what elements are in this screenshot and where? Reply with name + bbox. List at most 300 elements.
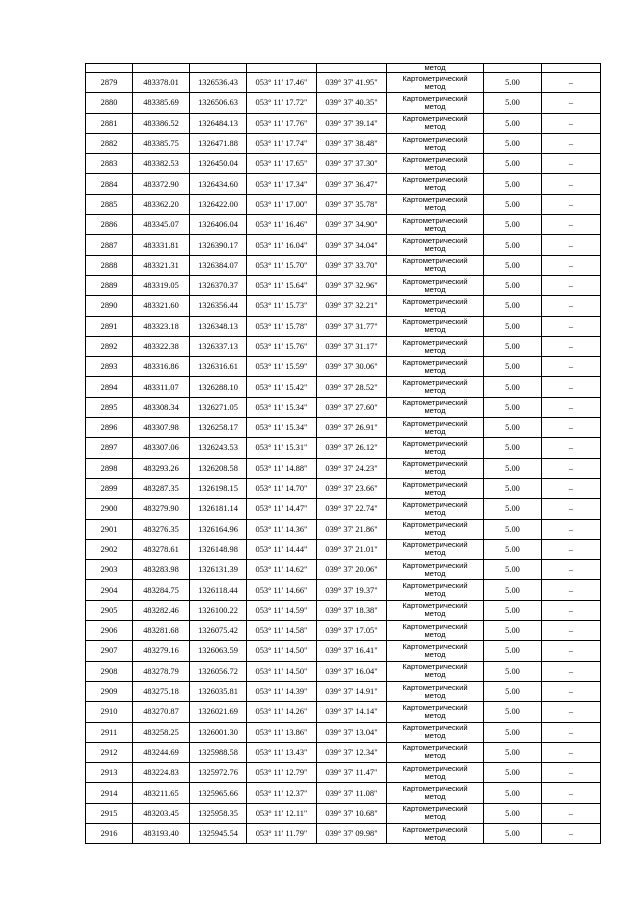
cell-y <box>190 64 247 73</box>
cell-description: – <box>542 296 601 316</box>
table-row <box>86 702 601 722</box>
cell-description: – <box>542 458 601 478</box>
cell-description: – <box>542 823 601 843</box>
method-line-1: Картометрический <box>402 499 468 509</box>
method-line-2: метод <box>424 690 446 700</box>
table-row <box>86 377 601 397</box>
cell-num: 2898 <box>86 458 133 478</box>
cell-lon: 039° 37' 32.96" <box>317 275 387 295</box>
method-line-2: метод <box>424 264 446 274</box>
method-line-2: метод <box>424 446 446 456</box>
cell-num: 2907 <box>86 641 133 661</box>
cell-description: – <box>542 742 601 762</box>
method-line-1: Картометрический <box>402 601 468 611</box>
cell-accuracy: 5.00 <box>484 397 542 417</box>
cell-num: 2899 <box>86 478 133 498</box>
cell-x: 483311.07 <box>133 377 190 397</box>
cell-lat: 053° 11' 15.76" <box>247 336 317 356</box>
table-row <box>86 336 601 356</box>
cell-x: 483203.45 <box>133 803 190 823</box>
method-line-1: Картометрический <box>402 723 468 733</box>
cell-lon: 039° 37' 10.68" <box>317 803 387 823</box>
method-line-2: метод <box>424 487 446 497</box>
cell-x: 483386.52 <box>133 113 190 133</box>
cell-num: 2900 <box>86 499 133 519</box>
method-line-1: Картометрический <box>402 93 468 103</box>
cell-lon: 039° 37' 24.23" <box>317 458 387 478</box>
cell-num: 2892 <box>86 336 133 356</box>
method-line-1: Картометрический <box>402 215 468 225</box>
cell-y: 1326063.59 <box>190 641 247 661</box>
method-line-1: Картометрический <box>402 520 468 530</box>
cell-y: 1326471.88 <box>190 133 247 153</box>
method-line-1: Картометрический <box>402 398 468 408</box>
method-line-2: метод <box>424 609 446 619</box>
cell-y: 1326258.17 <box>190 418 247 438</box>
table-body <box>86 64 601 844</box>
cell-y: 1326035.81 <box>190 681 247 701</box>
cell-x: 483279.16 <box>133 641 190 661</box>
cell-accuracy: 5.00 <box>484 519 542 539</box>
cell-num: 2912 <box>86 742 133 762</box>
method-line-1: Картометрический <box>402 114 468 124</box>
cell-accuracy: 5.00 <box>484 255 542 275</box>
method-line-2: метод <box>424 731 446 741</box>
cell-method <box>387 296 484 316</box>
table-row <box>86 519 601 539</box>
cell-lat: 053° 11' 16.46" <box>247 215 317 235</box>
table-row <box>86 580 601 600</box>
method-line-2: метод <box>424 386 446 396</box>
cell-x: 483282.46 <box>133 600 190 620</box>
cell-lon: 039° 37' 11.08" <box>317 783 387 803</box>
cell-lat: 053° 11' 14.47" <box>247 499 317 519</box>
cell-lat: 053° 11' 12.11" <box>247 803 317 823</box>
cell-lon: 039° 37' 38.48" <box>317 133 387 153</box>
cell-x: 483319.05 <box>133 275 190 295</box>
cell-description: – <box>542 580 601 600</box>
cell-x: 483244.69 <box>133 742 190 762</box>
cell-y: 1326288.10 <box>190 377 247 397</box>
cell-description: – <box>542 519 601 539</box>
cell-method <box>387 823 484 843</box>
cell-lon: 039° 37' 30.06" <box>317 357 387 377</box>
method-line-2: метод <box>424 284 446 294</box>
method-line-1: Картометрический <box>402 459 468 469</box>
cell-num <box>86 64 133 73</box>
cell-accuracy: 5.00 <box>484 641 542 661</box>
table-row <box>86 174 601 194</box>
cell-lat: 053° 11' 17.46" <box>247 73 317 93</box>
cell-y: 1326506.63 <box>190 93 247 113</box>
cell-y: 1326075.42 <box>190 621 247 641</box>
table-row <box>86 722 601 742</box>
table-row <box>86 275 601 295</box>
cell-description <box>542 64 601 73</box>
cell-lon: 039° 37' 21.86" <box>317 519 387 539</box>
cell-accuracy: 5.00 <box>484 357 542 377</box>
cell-description: – <box>542 397 601 417</box>
cell-lon: 039° 37' 32.21" <box>317 296 387 316</box>
cell-method <box>387 377 484 397</box>
cell-lat: 053° 11' 15.78" <box>247 316 317 336</box>
cell-lon: 039° 37' 40.35" <box>317 93 387 113</box>
cell-lat: 053° 11' 17.76" <box>247 113 317 133</box>
cell-description: – <box>542 275 601 295</box>
cell-num: 2881 <box>86 113 133 133</box>
cell-y: 1325988.58 <box>190 742 247 762</box>
method-line-2: метод <box>424 710 446 720</box>
cell-x: 483308.34 <box>133 397 190 417</box>
cell-lon: 039° 37' 11.47" <box>317 763 387 783</box>
cell-x: 483284.75 <box>133 580 190 600</box>
cell-num: 2913 <box>86 763 133 783</box>
cell-lat: 053° 11' 14.26" <box>247 702 317 722</box>
cell-num: 2890 <box>86 296 133 316</box>
method-line-1: Картометрический <box>402 662 468 672</box>
method-line-2: метод <box>424 304 446 314</box>
cell-description: – <box>542 681 601 701</box>
table-row <box>86 478 601 498</box>
cell-method <box>387 418 484 438</box>
method-line-1: Картометрический <box>402 682 468 692</box>
cell-x: 483281.68 <box>133 621 190 641</box>
cell-num: 2879 <box>86 73 133 93</box>
cell-lon: 039° 37' 37.30" <box>317 154 387 174</box>
cell-lat: 053° 11' 13.43" <box>247 742 317 762</box>
cell-method-tail: метод <box>387 64 484 73</box>
cell-lat: 053° 11' 17.74" <box>247 133 317 153</box>
cell-y: 1326001.30 <box>190 722 247 742</box>
cell-method <box>387 438 484 458</box>
cell-y: 1326484.13 <box>190 113 247 133</box>
cell-accuracy: 5.00 <box>484 458 542 478</box>
table-row <box>86 742 601 762</box>
method-line-2: метод <box>424 162 446 172</box>
cell-x: 483307.06 <box>133 438 190 458</box>
cell-num: 2880 <box>86 93 133 113</box>
cell-method <box>387 722 484 742</box>
cell-num: 2887 <box>86 235 133 255</box>
method-line-2: метод <box>424 365 446 375</box>
cell-method <box>387 661 484 681</box>
cell-lat: 053° 11' 17.00" <box>247 194 317 214</box>
cell-description: – <box>542 803 601 823</box>
table-row <box>86 357 601 377</box>
cell-accuracy: 5.00 <box>484 438 542 458</box>
table-row <box>86 763 601 783</box>
cell-description: – <box>542 194 601 214</box>
table-row <box>86 803 601 823</box>
cell-method <box>387 255 484 275</box>
cell-x: 483316.86 <box>133 357 190 377</box>
cell-accuracy: 5.00 <box>484 823 542 843</box>
cell-lat: 053° 11' 12.79" <box>247 763 317 783</box>
cell-lon: 039° 37' 17.05" <box>317 621 387 641</box>
cell-lon: 039° 37' 28.52" <box>317 377 387 397</box>
cell-accuracy: 5.00 <box>484 316 542 336</box>
method-line-1: Картометрический <box>402 621 468 631</box>
cell-y: 1325945.54 <box>190 823 247 843</box>
cell-method <box>387 702 484 722</box>
cell-lat: 053° 11' 15.34" <box>247 418 317 438</box>
cell-lon: 039° 37' 22.74" <box>317 499 387 519</box>
cell-method <box>387 621 484 641</box>
cell-x: 483276.35 <box>133 519 190 539</box>
cell-y: 1326337.13 <box>190 336 247 356</box>
cell-description: – <box>542 722 601 742</box>
method-line-2: метод <box>424 589 446 599</box>
method-line-2: метод <box>424 325 446 335</box>
cell-description: – <box>542 783 601 803</box>
cell-y: 1326198.15 <box>190 478 247 498</box>
cell-method <box>387 275 484 295</box>
cell-description: – <box>542 357 601 377</box>
cell-accuracy: 5.00 <box>484 93 542 113</box>
cell-y: 1326356.44 <box>190 296 247 316</box>
method-line-2: метод <box>424 203 446 213</box>
cell-lon: 039° 37' 19.37" <box>317 580 387 600</box>
cell-lon: 039° 37' 35.78" <box>317 194 387 214</box>
cell-num: 2889 <box>86 275 133 295</box>
cell-description: – <box>542 235 601 255</box>
cell-lon: 039° 37' 16.04" <box>317 661 387 681</box>
cell-num: 2884 <box>86 174 133 194</box>
cell-accuracy: 5.00 <box>484 296 542 316</box>
table-row <box>86 458 601 478</box>
table-row <box>86 296 601 316</box>
cell-accuracy: 5.00 <box>484 661 542 681</box>
cell-y: 1326434.60 <box>190 174 247 194</box>
cell-lon: 039° 37' 14.91" <box>317 681 387 701</box>
cell-lat <box>247 64 317 73</box>
continued-row <box>86 64 601 73</box>
cell-accuracy: 5.00 <box>484 600 542 620</box>
cell-x: 483382.53 <box>133 154 190 174</box>
cell-accuracy <box>484 64 542 73</box>
cell-x: 483385.69 <box>133 93 190 113</box>
table-row <box>86 823 601 843</box>
cell-x: 483323.18 <box>133 316 190 336</box>
method-line-1: Картометрический <box>402 236 468 246</box>
cell-y: 1326181.14 <box>190 499 247 519</box>
cell-lon: 039° 37' 33.70" <box>317 255 387 275</box>
cell-lat: 053° 11' 15.70" <box>247 255 317 275</box>
cell-num: 2915 <box>86 803 133 823</box>
cell-description: – <box>542 73 601 93</box>
method-line-2: метод <box>424 467 446 477</box>
cell-method <box>387 194 484 214</box>
cell-num: 2905 <box>86 600 133 620</box>
cell-lon <box>317 64 387 73</box>
cell-method <box>387 133 484 153</box>
method-line-1: Картометрический <box>402 317 468 327</box>
table-row <box>86 661 601 681</box>
cell-num: 2908 <box>86 661 133 681</box>
cell-y: 1326422.00 <box>190 194 247 214</box>
method-line-1: Картометрический <box>402 479 468 489</box>
cell-x: 483293.26 <box>133 458 190 478</box>
cell-lon: 039° 37' 23.66" <box>317 478 387 498</box>
cell-lon: 039° 37' 39.14" <box>317 113 387 133</box>
table-row <box>86 93 601 113</box>
cell-lat: 053° 11' 14.70" <box>247 478 317 498</box>
table-row <box>86 397 601 417</box>
cell-description: – <box>542 438 601 458</box>
method-line-1: Картометрический <box>402 743 468 753</box>
method-line-2: метод <box>424 792 446 802</box>
method-line-1: Картометрический <box>402 560 468 570</box>
cell-lat: 053° 11' 14.36" <box>247 519 317 539</box>
cell-description: – <box>542 499 601 519</box>
method-line-2: метод <box>424 649 446 659</box>
cell-x: 483287.35 <box>133 478 190 498</box>
cell-method <box>387 215 484 235</box>
cell-lon: 039° 37' 26.91" <box>317 418 387 438</box>
table-row <box>86 235 601 255</box>
cell-num: 2885 <box>86 194 133 214</box>
cell-y: 1326316.61 <box>190 357 247 377</box>
method-line-1: Картометрический <box>402 438 468 448</box>
cell-num: 2891 <box>86 316 133 336</box>
cell-y: 1326271.05 <box>190 397 247 417</box>
method-line-2: метод <box>424 426 446 436</box>
cell-method <box>387 580 484 600</box>
cell-description: – <box>542 215 601 235</box>
cell-description: – <box>542 174 601 194</box>
cell-lat: 053° 11' 17.65" <box>247 154 317 174</box>
cell-description: – <box>542 621 601 641</box>
cell-description: – <box>542 113 601 133</box>
method-line-2: метод <box>424 507 446 517</box>
method-line-1: Картометрический <box>402 418 468 428</box>
cell-y: 1326406.04 <box>190 215 247 235</box>
method-line-2: метод <box>424 142 446 152</box>
cell-x: 483275.18 <box>133 681 190 701</box>
cell-num: 2901 <box>86 519 133 539</box>
cell-lon: 039° 37' 12.34" <box>317 742 387 762</box>
table-row <box>86 438 601 458</box>
method-line-1: Картометрический <box>402 195 468 205</box>
cell-accuracy: 5.00 <box>484 73 542 93</box>
cell-lat: 053° 11' 14.50" <box>247 641 317 661</box>
cell-description: – <box>542 336 601 356</box>
cell-x: 483372.90 <box>133 174 190 194</box>
method-line-2: метод <box>424 406 446 416</box>
cell-method <box>387 499 484 519</box>
cell-num: 2911 <box>86 722 133 742</box>
cell-lon: 039° 37' 34.90" <box>317 215 387 235</box>
cell-description: – <box>542 316 601 336</box>
cell-num: 2893 <box>86 357 133 377</box>
cell-method <box>387 763 484 783</box>
cell-method <box>387 458 484 478</box>
cell-lat: 053° 11' 14.62" <box>247 560 317 580</box>
cell-num: 2914 <box>86 783 133 803</box>
cell-lat: 053° 11' 14.50" <box>247 661 317 681</box>
cell-y: 1325972.76 <box>190 763 247 783</box>
cell-accuracy: 5.00 <box>484 499 542 519</box>
cell-x: 483283.98 <box>133 560 190 580</box>
cell-num: 2895 <box>86 397 133 417</box>
cell-num: 2897 <box>86 438 133 458</box>
table-row <box>86 73 601 93</box>
cell-method <box>387 560 484 580</box>
cell-method <box>387 235 484 255</box>
cell-x: 483321.60 <box>133 296 190 316</box>
cell-num: 2883 <box>86 154 133 174</box>
cell-accuracy: 5.00 <box>484 783 542 803</box>
cell-accuracy: 5.00 <box>484 702 542 722</box>
cell-lon: 039° 37' 34.04" <box>317 235 387 255</box>
cell-x: 483278.61 <box>133 539 190 559</box>
cell-method <box>387 519 484 539</box>
method-line-1: Картометрический <box>402 581 468 591</box>
cell-accuracy: 5.00 <box>484 560 542 580</box>
cell-x: 483258.25 <box>133 722 190 742</box>
cell-lon: 039° 37' 36.47" <box>317 174 387 194</box>
method-line-1: Картометрический <box>402 134 468 144</box>
cell-lat: 053° 11' 15.59" <box>247 357 317 377</box>
table-row <box>86 154 601 174</box>
table-row <box>86 316 601 336</box>
cell-x: 483307.98 <box>133 418 190 438</box>
method-line-2: метод <box>424 183 446 193</box>
cell-method <box>387 600 484 620</box>
method-line-1: Картометрический <box>402 540 468 550</box>
cell-lon: 039° 37' 27.60" <box>317 397 387 417</box>
method-line-1: Картометрический <box>402 763 468 773</box>
cell-lon: 039° 37' 14.14" <box>317 702 387 722</box>
cell-lon: 039° 37' 31.17" <box>317 336 387 356</box>
cell-description: – <box>542 133 601 153</box>
cell-x: 483279.90 <box>133 499 190 519</box>
cell-y: 1326131.39 <box>190 560 247 580</box>
cell-accuracy: 5.00 <box>484 803 542 823</box>
cell-x: 483278.79 <box>133 661 190 681</box>
cell-lon: 039° 37' 21.01" <box>317 539 387 559</box>
cell-y: 1326118.44 <box>190 580 247 600</box>
cell-description: – <box>542 255 601 275</box>
cell-method <box>387 681 484 701</box>
cell-x <box>133 64 190 73</box>
table-row <box>86 133 601 153</box>
cell-accuracy: 5.00 <box>484 215 542 235</box>
cell-lat: 053° 11' 11.79" <box>247 823 317 843</box>
cell-lat: 053° 11' 15.73" <box>247 296 317 316</box>
cell-lat: 053° 11' 17.34" <box>247 174 317 194</box>
cell-method <box>387 783 484 803</box>
table-row <box>86 560 601 580</box>
method-line-1: Картометрический <box>402 175 468 185</box>
method-line-1: Картометрический <box>402 804 468 814</box>
cell-num: 2903 <box>86 560 133 580</box>
method-line-1: Картометрический <box>402 154 468 164</box>
cell-lat: 053° 11' 16.04" <box>247 235 317 255</box>
cell-y: 1326148.98 <box>190 539 247 559</box>
method-line-2: метод <box>424 832 446 842</box>
cell-lat: 053° 11' 15.42" <box>247 377 317 397</box>
cell-lon: 039° 37' 09.98" <box>317 823 387 843</box>
cell-y: 1326536.43 <box>190 73 247 93</box>
cell-lat: 053° 11' 14.59" <box>247 600 317 620</box>
cell-accuracy: 5.00 <box>484 621 542 641</box>
method-line-2: метод <box>424 568 446 578</box>
cell-y: 1325965.66 <box>190 783 247 803</box>
method-line-2: метод <box>424 122 446 132</box>
method-line-2: метод <box>424 629 446 639</box>
cell-description: – <box>542 600 601 620</box>
